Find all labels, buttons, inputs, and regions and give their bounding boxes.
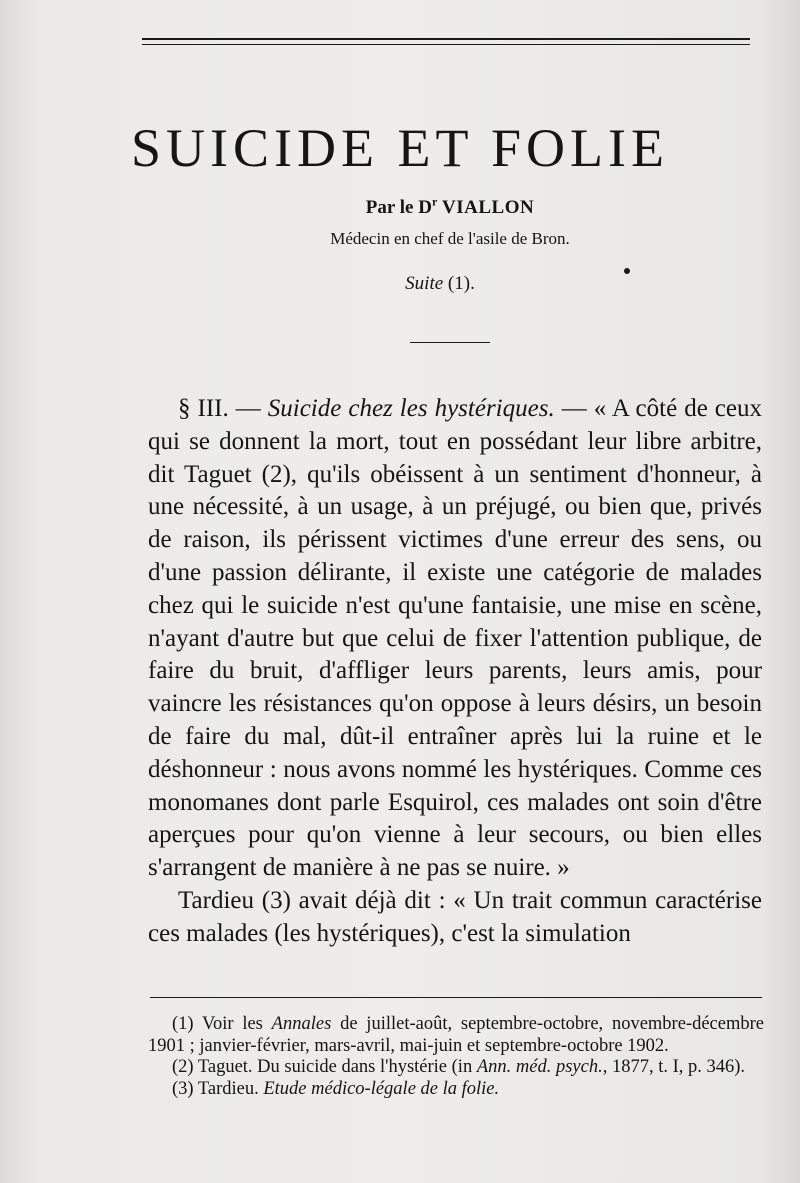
article-byline <box>0 196 800 220</box>
section-separator <box>410 342 490 343</box>
footnote-text: (2) Taguet. Du suicide dans l'hystérie (in <box>172 1057 477 1077</box>
footnote-italic: Ann. méd. psych. <box>476 1057 603 1077</box>
section-label: § III. — <box>178 395 268 422</box>
suite-reference: (1). <box>443 273 475 294</box>
author-name: VIALLON <box>442 197 535 218</box>
ink-mark <box>624 268 630 274</box>
footnote-text: de juillet-août, septembre-octobre, novembre-décembre 1901 ; janvier-février, mars-avril, mai-juin et septembre-octobre 1902. <box>148 1014 764 1056</box>
footnote-italic: Annales <box>271 1014 332 1034</box>
footnote-text: , 1877, t. I, p. 346). <box>602 1057 746 1077</box>
footnote-1 <box>148 1014 764 1057</box>
footnote-text: (1) Voir les <box>172 1014 272 1034</box>
footnote-2 <box>148 1057 764 1079</box>
byline-prefix: Par le D <box>365 197 432 218</box>
article-title: SUICIDE ET FOLIE <box>131 118 669 178</box>
paragraph-text: — « A côté de ceux qui se donnent la mort, tout en possédant leur libre arbitre, dit Taguet (2), qu'ils obéissent à un sentiment d'honneur, à une nécessité, à un usage, à un préjugé, ou bien que, privés de raison, ils périssent victimes d'une erreur des sens, ou d'une passion délirante, il existe une catégorie de malades chez qui le suicide n'est qu'une fantaisie, une mise en scène, n'ayant d'autre but que celui de fixer l'attention publique, de faire du bruit, d'affliger leurs parents, leurs amis, pour vaincre les résistances qu'on oppose à leurs désirs, un besoin de faire du mal, dût-il entraîner après lui la ruine et le déshonneur : nous avons nommé les hystériques. Comme ces monomanes dont parle Esquirol, ces malades ont soin d'être aperçues pour qu'on vienne à leur secours, ou bien elles s'arrangent de manière à ne pas se nuire. » <box>148 395 762 882</box>
suite-label: Suite <box>405 273 444 294</box>
author-affiliation: Médecin en chef de l'asile de Bron. <box>330 229 570 248</box>
footnote-separator <box>150 997 762 998</box>
continuation-note <box>0 272 800 296</box>
body-paragraph <box>148 393 762 885</box>
section-title: Suicide chez les hystériques. <box>267 395 555 422</box>
article-body <box>148 393 762 951</box>
footnote-text: (3) Tardieu. <box>172 1078 264 1099</box>
header-rule <box>142 38 750 40</box>
byline-superscript: r <box>431 194 438 209</box>
footnotes <box>148 1014 764 1100</box>
body-paragraph: Tardieu (3) avait déjà dit : « Un trait commun caractérise ces malades (les hystériques), c'est la simulation <box>148 886 762 947</box>
footnote-italic: Etude médico-légale de la folie. <box>263 1078 500 1099</box>
footnote-3 <box>148 1079 764 1101</box>
header-rule-lower <box>142 44 750 45</box>
